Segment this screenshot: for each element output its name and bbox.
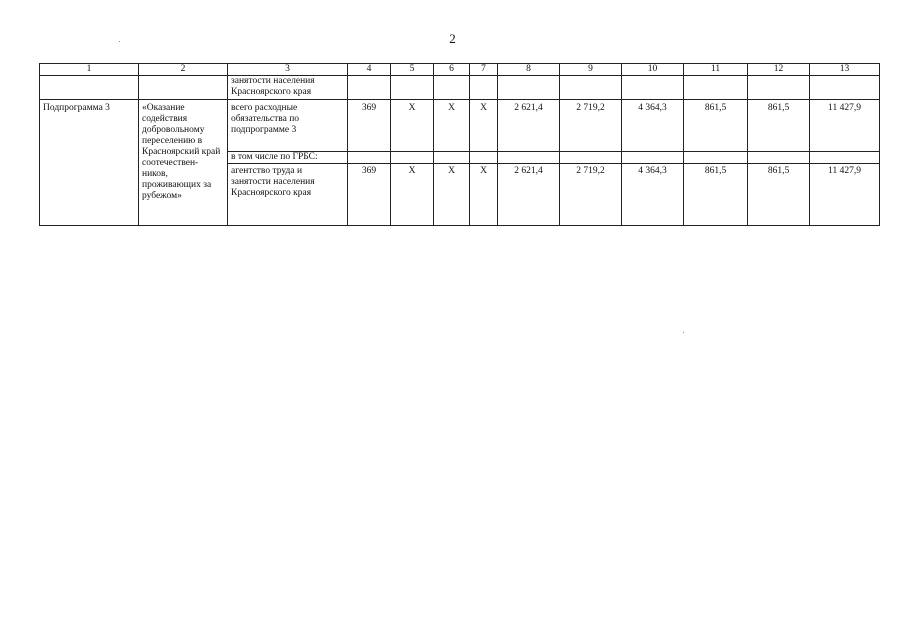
- including-row-col9: [560, 152, 622, 164]
- continuation-col2: [139, 76, 228, 100]
- including-row-col11: [684, 152, 748, 164]
- header-cell-13: 13: [810, 64, 880, 76]
- including-row-col12: [748, 152, 810, 164]
- continuation-col8: [498, 76, 560, 100]
- scan-speck: [683, 332, 684, 333]
- subprogram-title: «Оказание содействия добровольному переселению в Красноярский край соотечествен-ников, проживающих за рубежом»: [139, 100, 228, 226]
- agency-row-col6: X: [434, 164, 470, 226]
- including-row-col13: [810, 152, 880, 164]
- continuation-col11: [684, 76, 748, 100]
- header-cell-6: 6: [434, 64, 470, 76]
- continuation-col7: [470, 76, 498, 100]
- total-row-col5: X: [391, 100, 434, 152]
- agency-row-col9: 2 719,2: [560, 164, 622, 226]
- header-cell-12: 12: [748, 64, 810, 76]
- including-row-col5: [391, 152, 434, 164]
- header-cell-11: 11: [684, 64, 748, 76]
- continuation-col9: [560, 76, 622, 100]
- agency-row-col5: X: [391, 164, 434, 226]
- total-row-col7: X: [470, 100, 498, 152]
- including-row-col6: [434, 152, 470, 164]
- agency-row-col4: 369: [348, 164, 391, 226]
- total-row-col13: 11 427,9: [810, 100, 880, 152]
- header-cell-7: 7: [470, 64, 498, 76]
- header-row: [40, 64, 880, 76]
- subprogram-total-row: [40, 100, 880, 152]
- continuation-col5: [391, 76, 434, 100]
- header-cell-9: 9: [560, 64, 622, 76]
- agency-row-col12: 861,5: [748, 164, 810, 226]
- subprogram-name: Подпрограмма 3: [40, 100, 139, 226]
- page-number: 2: [449, 31, 456, 46]
- total-row-col12: 861,5: [748, 100, 810, 152]
- scan-speck: [119, 41, 120, 42]
- including-row-col7: [470, 152, 498, 164]
- agency-row-description: агентство труда и занятости населения Красноярского края: [228, 164, 348, 226]
- continuation-col10: [622, 76, 684, 100]
- including-row-col4: [348, 152, 391, 164]
- continuation-col12: [748, 76, 810, 100]
- continuation-col1: [40, 76, 139, 100]
- budget-table: [39, 63, 880, 226]
- agency-row-col10: 4 364,3: [622, 164, 684, 226]
- continuation-col13: [810, 76, 880, 100]
- total-row-col4: 369: [348, 100, 391, 152]
- agency-row-col7: X: [470, 164, 498, 226]
- header-cell-1: 1: [40, 64, 139, 76]
- header-cell-10: 10: [622, 64, 684, 76]
- header-cell-8: 8: [498, 64, 560, 76]
- agency-row-col11: 861,5: [684, 164, 748, 226]
- agency-row-col13: 11 427,9: [810, 164, 880, 226]
- continuation-col3: занятости населения Красноярского края: [228, 76, 348, 100]
- header-cell-5: 5: [391, 64, 434, 76]
- header-cell-2: 2: [139, 64, 228, 76]
- header-cell-3: 3: [228, 64, 348, 76]
- continuation-col6: [434, 76, 470, 100]
- including-row-description: в том числе по ГРБС:: [228, 152, 348, 164]
- continuation-col4: [348, 76, 391, 100]
- continuation-row: [40, 76, 880, 100]
- total-row-col10: 4 364,3: [622, 100, 684, 152]
- total-row-col9: 2 719,2: [560, 100, 622, 152]
- header-cell-4: 4: [348, 64, 391, 76]
- total-row-col6: X: [434, 100, 470, 152]
- total-row-col11: 861,5: [684, 100, 748, 152]
- total-row-col8: 2 621,4: [498, 100, 560, 152]
- including-row-col10: [622, 152, 684, 164]
- agency-row-col8: 2 621,4: [498, 164, 560, 226]
- including-row-col8: [498, 152, 560, 164]
- total-row-description: всего расходные обязательства по подпрограмме 3: [228, 100, 348, 152]
